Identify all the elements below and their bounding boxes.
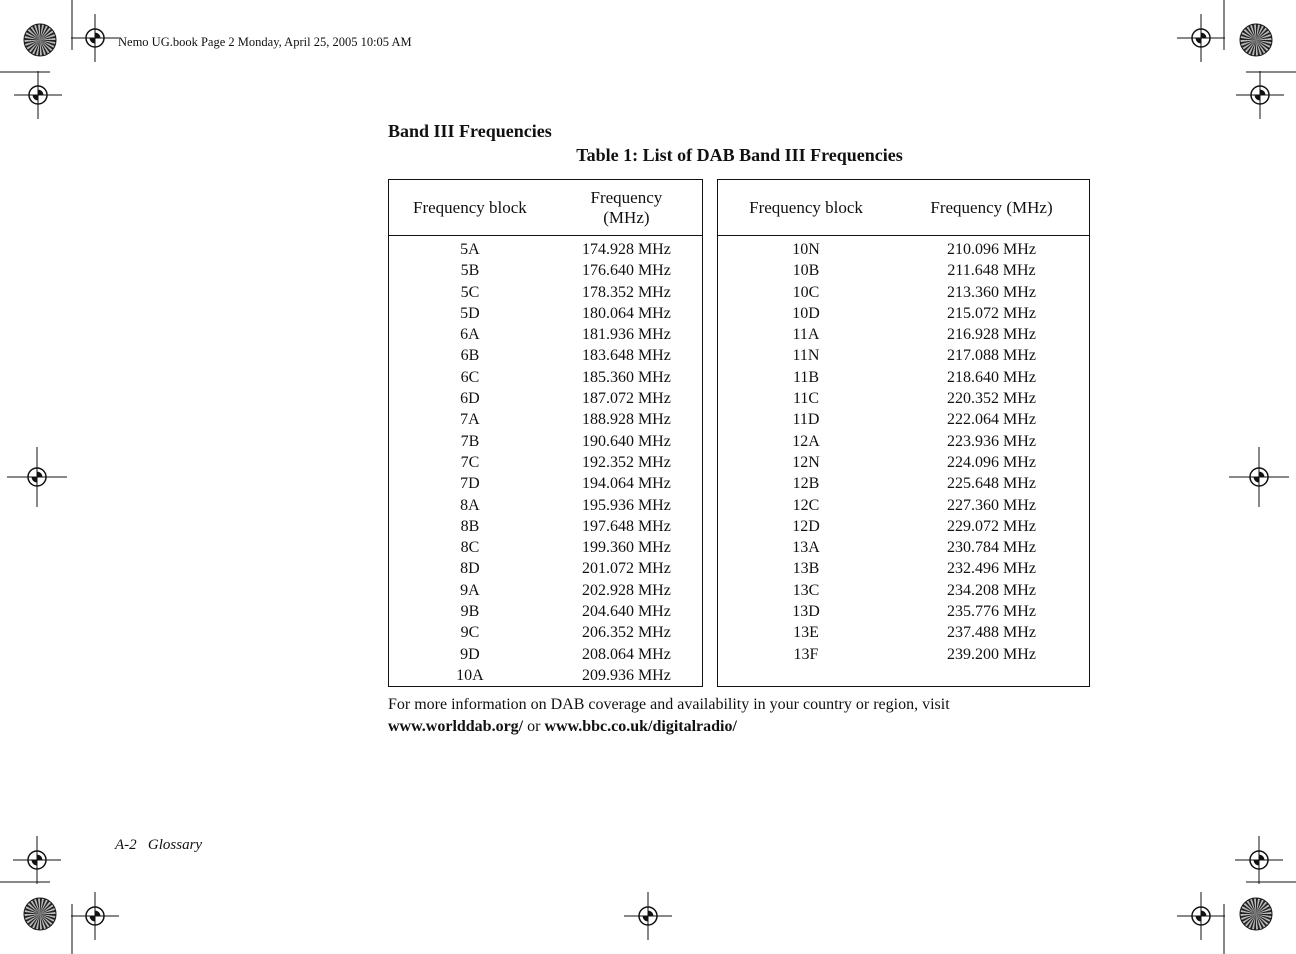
registration-mark: [1236, 71, 1284, 119]
table-row: [389, 452, 703, 473]
table-row: [389, 303, 703, 324]
table-row: [389, 260, 703, 281]
frequency-value-cell: 197.648 MHz: [581, 517, 671, 535]
link-bbc-digitalradio[interactable]: www.bbc.co.uk/digitalradio/: [544, 718, 737, 735]
section-title: Band III Frequencies: [388, 121, 552, 141]
table-row: [389, 367, 703, 388]
frequency-value-cell: 211.648 MHz: [947, 262, 1036, 280]
frequency-value-cell: 174.928 MHz: [581, 241, 671, 258]
frequency-value-cell: 208.064 MHz: [581, 645, 671, 663]
frequency-value-cell: 220.352 MHz: [947, 390, 1036, 408]
footer-paragraph: [388, 694, 1108, 738]
frequency-block-cell: 11D: [792, 411, 820, 429]
link-worlddab[interactable]: www.worlddab.org/: [388, 718, 524, 735]
frequency-block-cell: 12C: [792, 496, 820, 514]
table-row: [718, 236, 1090, 261]
table-caption: Table 1: List of DAB Band III Frequencies: [576, 145, 903, 165]
registration-mark: [1229, 447, 1289, 507]
table-row: [718, 452, 1090, 473]
frequency-value-cell: 188.928 MHz: [581, 411, 671, 429]
registration-mark: [14, 71, 62, 119]
star-target-mark: [24, 24, 56, 56]
frequency-value-cell: 235.776 MHz: [947, 603, 1036, 621]
frequency-block-cell: 7D: [460, 475, 480, 493]
frequency-value-cell: 225.648 MHz: [947, 475, 1036, 493]
frequency-value-cell: 216.928 MHz: [947, 326, 1036, 344]
column-header-frequency: Frequency (MHz): [551, 180, 703, 236]
table-row: [389, 644, 703, 665]
table-row: [718, 644, 1090, 665]
table-row: [718, 367, 1090, 388]
frequency-value-cell: 209.936 MHz: [581, 666, 671, 684]
frequency-value-cell: 210.096 MHz: [947, 241, 1036, 258]
frequency-table-left: [388, 179, 703, 687]
frequency-value-cell: 176.640 MHz: [581, 262, 671, 280]
frequency-block-cell: 13F: [793, 645, 819, 663]
frequency-block-cell: 6B: [460, 347, 480, 365]
table-row: [389, 558, 703, 579]
table-row: [718, 665, 1090, 687]
table-row: [718, 537, 1090, 558]
frequency-block-cell: 8C: [460, 539, 480, 557]
table-row: [718, 260, 1090, 281]
table-row: [718, 495, 1090, 516]
frequency-value-cell: 217.088 MHz: [947, 347, 1036, 365]
table-row: [718, 516, 1090, 537]
table-row: [389, 537, 703, 558]
table-row: [718, 303, 1090, 324]
table-row: [718, 431, 1090, 452]
frequency-value-cell: 199.360 MHz: [581, 539, 671, 557]
frequency-block-cell: 7C: [460, 453, 480, 471]
table-row: [718, 622, 1090, 643]
frequency-block-cell: 12N: [792, 453, 820, 471]
table-row: [389, 388, 703, 409]
frequency-block-cell: 11C: [792, 390, 820, 408]
table-row: [389, 345, 703, 366]
table-row: [718, 580, 1090, 601]
frequency-table-right: [717, 179, 1090, 687]
table-row: [389, 580, 703, 601]
frequency-block-cell: 9B: [460, 603, 480, 621]
frequency-block-cell: 7B: [460, 432, 480, 450]
frequency-block-cell: 9C: [460, 624, 480, 642]
frequency-block-cell: 10D: [792, 304, 820, 322]
frequency-block-cell: 5A: [460, 241, 480, 258]
star-target-mark: [1240, 24, 1272, 56]
table-row: [718, 282, 1090, 303]
registration-mark: [624, 892, 672, 940]
frequency-value-cell: 202.928 MHz: [581, 581, 671, 599]
registration-mark: [71, 892, 119, 940]
frequency-value-cell: 213.360 MHz: [947, 283, 1036, 301]
frequency-value-cell: 215.072 MHz: [947, 304, 1036, 322]
frequency-value-cell: 183.648 MHz: [581, 347, 671, 365]
frequency-value-cell: 194.064 MHz: [581, 475, 671, 493]
table-row: [389, 431, 703, 452]
frequency-value-cell: 206.352 MHz: [581, 624, 671, 642]
column-header-block: Frequency block: [389, 180, 551, 236]
table-row: [389, 473, 703, 494]
frequency-value-cell: 187.072 MHz: [581, 390, 671, 408]
table-header-row: [718, 180, 1090, 236]
table-row: [718, 324, 1090, 345]
table-row: [389, 282, 703, 303]
frequency-block-cell: 12A: [792, 432, 820, 450]
registration-mark: [13, 836, 61, 884]
footer-text: For more information on DAB coverage and availability in your country or region, visit: [388, 696, 950, 713]
star-target-mark: [1240, 898, 1272, 930]
page-header: Nemo UG.book Page 2 Monday, April 25, 2005 10:05 AM: [118, 35, 412, 49]
frequency-value-cell: 190.640 MHz: [581, 432, 671, 450]
frequency-block-cell: 13E: [793, 624, 819, 642]
frequency-block-cell: 10B: [792, 262, 820, 280]
frequency-value-cell: 195.936 MHz: [581, 496, 671, 514]
frequency-value-cell: 201.072 MHz: [581, 560, 671, 578]
table-row: [389, 324, 703, 345]
frequency-block-cell: [718, 665, 895, 687]
frequency-block-cell: 6C: [460, 368, 480, 386]
frequency-block-cell: 10N: [792, 241, 820, 258]
frequency-value-cell: [894, 665, 1090, 687]
registration-mark: [7, 447, 67, 507]
registration-mark: [71, 14, 119, 62]
frequency-value-cell: 230.784 MHz: [947, 539, 1036, 557]
column-header-frequency: Frequency (MHz): [894, 180, 1090, 236]
frequency-value-cell: 239.200 MHz: [947, 645, 1036, 663]
page-folio: A-2 Glossary: [115, 837, 203, 853]
frequency-value-cell: 227.360 MHz: [947, 496, 1036, 514]
frequency-block-cell: 13D: [792, 603, 820, 621]
table-row: [718, 388, 1090, 409]
frequency-value-cell: 185.360 MHz: [581, 368, 671, 386]
frequency-value-cell: 229.072 MHz: [947, 517, 1036, 535]
frequency-block-cell: 5C: [460, 283, 480, 301]
frequency-value-cell: 181.936 MHz: [581, 326, 671, 344]
frequency-value-cell: 178.352 MHz: [581, 283, 671, 301]
frequency-block-cell: 11N: [792, 347, 820, 365]
table-row: [718, 601, 1090, 622]
footer-connector: or: [523, 718, 545, 735]
frequency-block-cell: 9D: [460, 645, 480, 663]
frequency-block-cell: 8A: [460, 496, 480, 514]
table-row: [389, 236, 703, 261]
table-row: [389, 622, 703, 643]
table-row: [718, 409, 1090, 430]
frequency-block-cell: 6D: [460, 390, 480, 408]
frequency-block-cell: 5D: [460, 304, 480, 322]
registration-mark: [1177, 892, 1225, 940]
frequency-block-cell: 10A: [456, 666, 484, 684]
frequency-block-cell: 5B: [460, 262, 480, 280]
frequency-block-cell: 7A: [460, 411, 480, 429]
frequency-block-cell: 13C: [792, 581, 820, 599]
frequency-block-cell: 12D: [792, 517, 820, 535]
frequency-value-cell: 180.064 MHz: [581, 304, 671, 322]
frequency-value-cell: 232.496 MHz: [947, 560, 1036, 578]
frequency-value-cell: 192.352 MHz: [581, 453, 671, 471]
table-row: [389, 665, 703, 687]
frequency-block-cell: 8D: [460, 560, 480, 578]
frequency-value-cell: 222.064 MHz: [947, 411, 1036, 429]
table-row: [718, 473, 1090, 494]
frequency-value-cell: 223.936 MHz: [947, 432, 1036, 450]
column-header-block: Frequency block: [718, 180, 895, 236]
table-row: [718, 558, 1090, 579]
frequency-block-cell: 8B: [460, 517, 480, 535]
frequency-block-cell: 11A: [792, 326, 820, 344]
frequency-block-cell: 10C: [792, 283, 820, 301]
frequency-value-cell: 237.488 MHz: [947, 624, 1036, 642]
table-row: [389, 601, 703, 622]
frequency-block-cell: 12B: [792, 475, 820, 493]
frequency-block-cell: 13A: [792, 539, 820, 557]
table-row: [389, 409, 703, 430]
frequency-value-cell: 234.208 MHz: [947, 581, 1036, 599]
star-target-mark: [24, 898, 56, 930]
frequency-block-cell: 13B: [792, 560, 820, 578]
table-row: [389, 495, 703, 516]
table-row: [389, 516, 703, 537]
frequency-block-cell: 11B: [792, 368, 820, 386]
registration-mark: [1235, 836, 1283, 884]
frequency-value-cell: 224.096 MHz: [947, 453, 1036, 471]
table-header-row: [389, 180, 703, 236]
frequency-value-cell: 218.640 MHz: [947, 368, 1036, 386]
frequency-value-cell: 204.640 MHz: [581, 603, 671, 621]
frequency-block-cell: 6A: [460, 326, 480, 344]
registration-mark: [1177, 14, 1225, 62]
table-row: [718, 345, 1090, 366]
frequency-block-cell: 9A: [460, 581, 480, 599]
